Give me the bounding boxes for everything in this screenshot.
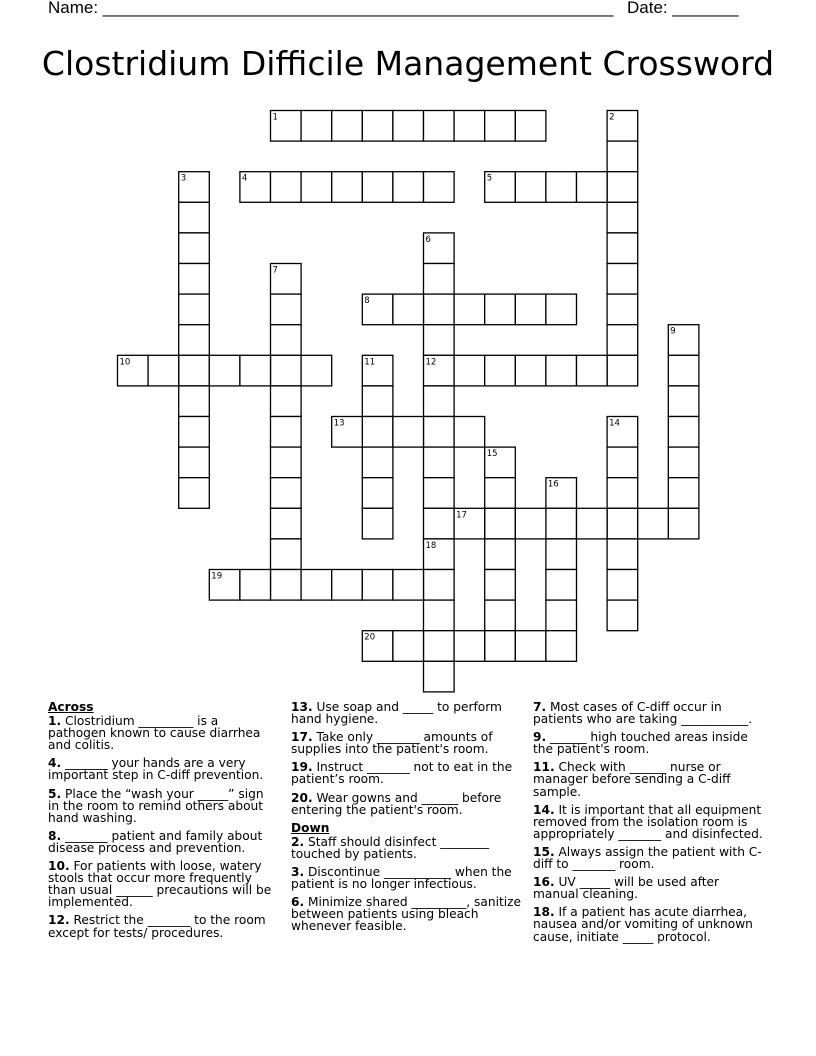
clue-item	[533, 876, 765, 900]
grid-cell[interactable]	[485, 355, 516, 386]
grid-cell[interactable]	[179, 294, 210, 325]
grid-cell[interactable]	[424, 600, 455, 631]
clues-column-3	[533, 701, 765, 949]
clue-number: 17.	[291, 730, 313, 745]
clue-number: 15.	[533, 844, 555, 859]
grid-cell[interactable]	[515, 631, 546, 662]
clue-number: 4.	[48, 756, 62, 771]
grid-cell[interactable]	[668, 447, 699, 478]
grid-cell[interactable]	[179, 447, 210, 478]
grid-cell[interactable]	[424, 294, 455, 325]
grid-cell[interactable]	[271, 570, 302, 601]
grid-cell[interactable]	[668, 508, 699, 539]
clue-number: 19.	[291, 760, 313, 775]
down-heading: Down	[291, 820, 330, 835]
clue-item	[533, 906, 765, 942]
clue-item	[533, 846, 765, 870]
cell-number: 14	[609, 418, 620, 429]
grid-cell[interactable]	[332, 111, 363, 142]
grid-cell[interactable]	[424, 447, 455, 478]
grid-cell[interactable]	[638, 508, 669, 539]
grid-cell[interactable]	[607, 600, 638, 631]
grid-cell[interactable]	[607, 570, 638, 601]
grid-cell[interactable]	[424, 264, 455, 295]
clue-item	[533, 701, 765, 725]
clue-item	[291, 731, 521, 755]
cell-number: 7	[272, 265, 278, 276]
cell-number: 8	[364, 296, 370, 307]
grid-cell[interactable]	[607, 202, 638, 233]
clue-text: Instruct _______ not to eat in the patient’s room.	[291, 760, 513, 787]
grid-cell[interactable]	[424, 325, 455, 356]
clue-item	[291, 761, 521, 785]
grid-cell[interactable]	[515, 172, 546, 203]
clue-item	[48, 757, 278, 781]
grid-cell[interactable]	[515, 508, 546, 539]
clue-text: Use soap and _____ to perform hand hygiene.	[291, 700, 502, 727]
grid-cell[interactable]	[271, 294, 302, 325]
clue-number: 12.	[48, 913, 70, 928]
cell-number: 20	[364, 632, 376, 643]
clue-item	[533, 804, 765, 840]
grid-cell[interactable]	[424, 570, 455, 601]
clue-text: _______ patient and family about disease process and prevention.	[48, 828, 263, 855]
clue-text: Wear gowns and ______ before entering the patient's room.	[291, 790, 502, 817]
down-clue-list	[291, 836, 521, 933]
grid-cell[interactable]	[362, 417, 393, 448]
grid-cell[interactable]	[546, 172, 577, 203]
clue-text: Staff should disinfect ________ touched by patients.	[291, 834, 489, 861]
grid-cell[interactable]	[607, 447, 638, 478]
grid-cell[interactable]	[301, 111, 332, 142]
grid-cell[interactable]	[179, 386, 210, 417]
grid-cell[interactable]	[454, 294, 485, 325]
grid-cell[interactable]	[485, 570, 516, 601]
cell-number: 2	[609, 112, 615, 123]
cell-number: 12	[425, 357, 437, 368]
clue-number: 14.	[533, 802, 555, 817]
clue-item	[291, 896, 521, 932]
grid-cell[interactable]	[424, 111, 455, 142]
cell-number: 9	[670, 326, 676, 337]
cell-number: 5	[486, 173, 493, 184]
grid-cell[interactable]	[607, 355, 638, 386]
clue-number: 16.	[533, 875, 555, 890]
clue-item	[48, 788, 278, 824]
clue-text: Discontinue ___________ when the patient is no longer infectious.	[291, 865, 512, 892]
grid-cell[interactable]	[393, 631, 424, 662]
grid-cell[interactable]	[424, 508, 455, 539]
grid-cell[interactable]	[607, 325, 638, 356]
grid-cell[interactable]	[485, 294, 516, 325]
clue-item	[533, 761, 765, 797]
grid-cell[interactable]	[301, 355, 332, 386]
grid-cell[interactable]	[607, 508, 638, 539]
cell-number: 15	[486, 449, 498, 460]
grid-cell[interactable]	[424, 631, 455, 662]
clue-number: 1.	[48, 714, 62, 729]
grid-cell[interactable]	[332, 172, 363, 203]
grid-cell[interactable]	[546, 600, 577, 631]
across-clue-list	[48, 715, 278, 939]
clue-item	[48, 914, 278, 938]
grid-cell[interactable]	[362, 111, 393, 142]
grid-cell[interactable]	[209, 355, 240, 386]
cell-number: 18	[425, 540, 437, 551]
clue-text: It is important that all equipment removed from the isolation room is appropriately _______ and disinfected.	[533, 802, 763, 841]
grid-cell[interactable]	[271, 325, 302, 356]
clues-column-1	[48, 701, 278, 945]
grid-cell[interactable]	[179, 325, 210, 356]
clue-item	[533, 731, 765, 755]
grid-cell[interactable]	[179, 233, 210, 264]
clue-item	[291, 701, 521, 725]
grid-cell[interactable]	[271, 478, 302, 509]
grid-cell[interactable]	[485, 478, 516, 509]
clue-number: 7.	[533, 700, 547, 714]
grid-cell[interactable]	[607, 539, 638, 570]
page-title: Clostridium Difficile Management Crossword	[41, 44, 775, 83]
grid-cell[interactable]	[301, 570, 332, 601]
grid-cell[interactable]	[546, 294, 577, 325]
grid-cell[interactable]	[424, 386, 455, 417]
grid-cell[interactable]	[424, 661, 455, 692]
clue-number: 13.	[291, 700, 313, 714]
grid-cell[interactable]	[454, 631, 485, 662]
clue-number: 5.	[48, 786, 62, 801]
clue-text: If a patient has acute diarrhea, nausea and/or vomiting of unknown cause, initiate _____ protocol.	[533, 905, 753, 944]
across-heading: Across	[48, 700, 94, 714]
clue-number: 2.	[291, 834, 305, 849]
grid-cell[interactable]	[393, 172, 424, 203]
grid-cell[interactable]	[668, 417, 699, 448]
grid-cell[interactable]	[301, 172, 332, 203]
across-clue-list-continued	[291, 701, 521, 816]
clue-number: 18.	[533, 905, 555, 920]
clue-text: Always assign the patient with C-diff to _______ room.	[533, 844, 762, 872]
grid-cell[interactable]	[607, 264, 638, 295]
grid-cell[interactable]	[271, 386, 302, 417]
date-field[interactable]: Date: _______	[627, 0, 739, 17]
cell-number: 3	[180, 173, 187, 184]
grid-cell[interactable]	[607, 172, 638, 203]
cell-number: 6	[425, 234, 431, 245]
clue-item	[291, 866, 521, 890]
grid-cell[interactable]	[607, 233, 638, 264]
clues-column-2	[291, 701, 521, 939]
grid-cell[interactable]	[393, 111, 424, 142]
cell-number: 10	[119, 357, 131, 368]
grid-cell[interactable]	[362, 447, 393, 478]
grid-cell[interactable]	[179, 478, 210, 509]
clue-item	[48, 715, 278, 751]
grid-cell[interactable]	[179, 264, 210, 295]
grid-cell[interactable]	[271, 447, 302, 478]
grid-cell[interactable]	[271, 355, 302, 386]
grid-cell[interactable]	[393, 294, 424, 325]
clue-text: Minimize shared _________, sanitize between patients using bleach whenever feasible.	[291, 895, 522, 934]
grid-cell[interactable]	[577, 172, 608, 203]
clue-number: 10.	[48, 859, 70, 874]
clue-text: Clostridium _________ is a pathogen known to cause diarrhea and colitis.	[48, 714, 261, 753]
grid-cell[interactable]	[362, 172, 393, 203]
grid-cell[interactable]	[546, 631, 577, 662]
clue-item	[291, 836, 521, 860]
grid-cell[interactable]	[424, 478, 455, 509]
grid-cell[interactable]	[515, 111, 546, 142]
clue-text: UV _____ will be used after manual cleaning.	[533, 875, 720, 902]
grid-cell[interactable]	[515, 355, 546, 386]
grid-cell[interactable]	[546, 570, 577, 601]
grid-cell[interactable]	[362, 508, 393, 539]
grid-cell[interactable]	[515, 294, 546, 325]
cell-number: 11	[364, 357, 376, 368]
cell-number: 13	[333, 418, 345, 429]
grid-cell[interactable]	[607, 141, 638, 172]
clue-number: 9.	[533, 730, 547, 745]
cell-number: 1	[272, 112, 278, 123]
grid-cell[interactable]	[485, 631, 516, 662]
clue-number: 11.	[533, 760, 555, 775]
grid-cell[interactable]	[148, 355, 179, 386]
grid-cell[interactable]	[424, 172, 455, 203]
cell-number: 16	[547, 479, 559, 490]
clue-item	[48, 860, 278, 908]
grid-cell[interactable]	[546, 539, 577, 570]
grid-cell[interactable]	[577, 508, 608, 539]
grid-cell[interactable]	[393, 417, 424, 448]
grid-cell[interactable]	[179, 355, 210, 386]
clue-number: 3.	[291, 865, 305, 880]
clue-text: Restrict the _______ to the room except for tests/ procedures.	[48, 913, 266, 940]
grid-cell[interactable]	[271, 508, 302, 539]
grid-cell[interactable]	[362, 386, 393, 417]
grid-cell[interactable]	[271, 172, 302, 203]
name-field[interactable]: Name: ______________________________________________________	[48, 0, 614, 17]
grid-cell[interactable]	[668, 478, 699, 509]
grid-cell[interactable]	[271, 417, 302, 448]
clue-item	[48, 830, 278, 854]
clue-text: Most cases of C-diff occur in patients who are taking ___________.	[533, 700, 753, 727]
grid-cell[interactable]	[546, 508, 577, 539]
clue-text: Take only _______ amounts of supplies into the patient's room.	[291, 730, 493, 757]
grid-cell[interactable]	[240, 570, 271, 601]
clue-text: For patients with loose, watery stools that occur more frequently than usual ______ precautions will be implemented.	[48, 859, 272, 910]
grid-cell[interactable]	[454, 111, 485, 142]
grid-cell[interactable]	[332, 570, 363, 601]
grid-cell[interactable]	[393, 570, 424, 601]
grid-cell[interactable]	[607, 478, 638, 509]
grid-cell[interactable]	[454, 417, 485, 448]
grid-cell[interactable]	[668, 386, 699, 417]
clue-number: 8.	[48, 828, 62, 843]
grid-cell[interactable]	[485, 539, 516, 570]
grid-cell[interactable]	[485, 111, 516, 142]
down-clue-list-continued	[533, 701, 765, 943]
grid-cell[interactable]	[546, 355, 577, 386]
cell-number: 4	[241, 173, 248, 184]
grid-cell[interactable]	[362, 570, 393, 601]
grid-cell[interactable]	[240, 355, 271, 386]
clue-number: 6.	[291, 895, 305, 910]
clue-text: Place the “wash your _____” sign in the room to remind others about hand washing.	[48, 786, 264, 825]
cell-number: 17	[456, 510, 467, 521]
grid-cell[interactable]	[485, 508, 516, 539]
grid-cell[interactable]	[668, 355, 699, 386]
clue-item	[291, 792, 521, 816]
clue-text: _______ your hands are a very important step in C-diff prevention.	[48, 756, 264, 783]
clue-text: Check with ______ nurse or manager before sending a C-diff sample.	[533, 760, 731, 799]
grid-cell[interactable]	[424, 417, 455, 448]
grid-cell[interactable]	[179, 417, 210, 448]
grid-cell[interactable]	[607, 294, 638, 325]
grid-cell[interactable]	[179, 202, 210, 233]
clue-text: ______ high touched areas inside the patient's room.	[533, 730, 748, 757]
cell-number: 19	[211, 571, 223, 582]
grid-cell[interactable]	[362, 478, 393, 509]
grid-cell[interactable]	[454, 355, 485, 386]
grid-cell[interactable]	[271, 539, 302, 570]
grid-cell[interactable]	[485, 600, 516, 631]
grid-cell[interactable]	[577, 355, 608, 386]
clue-number: 20.	[291, 790, 313, 805]
